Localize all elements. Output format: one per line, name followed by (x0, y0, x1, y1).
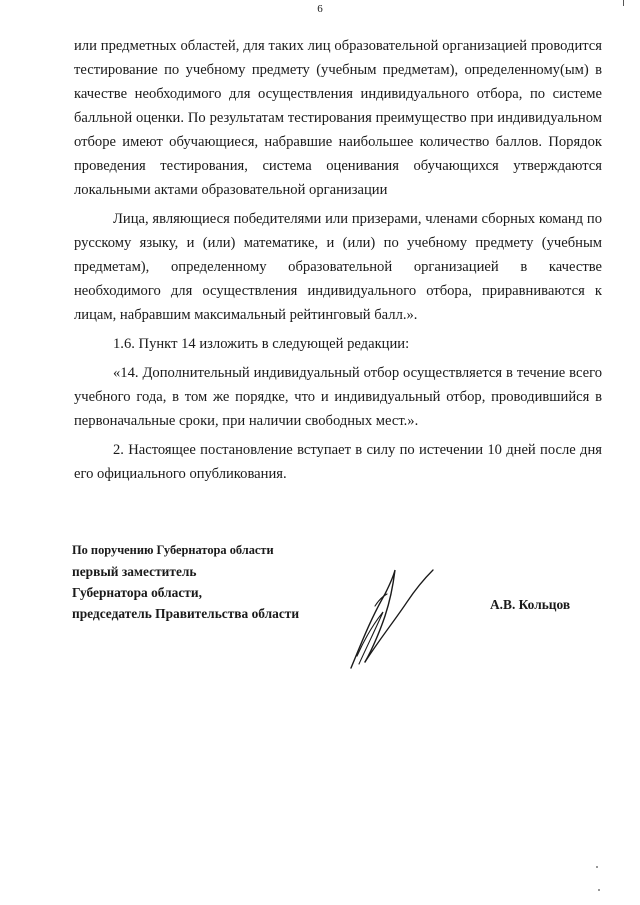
paragraph-effective-date: 2. Настоящее постановление вступает в силу по истечении 10 дней после дня его официального опубликования. (74, 442, 602, 482)
paragraph-testing: или предметных областей, для таких лиц образовательной организацией проводится тестирование по учебному предмету (учебным предметам), определенному(ым) в качестве необходимого для осуществления индивидуального отбора, по системе балльной оценки. По результатам тестирования преимущество при индивидуальном отборе имеют обучающиеся, набравшие наибольшее количество баллов. Порядок проведения тестирования, система оценивания обучающихся утверждаются локальными актами образовательной организации (74, 38, 602, 198)
signature-stroke-2 (365, 570, 433, 662)
signatory-line-2: первый заместитель (72, 564, 197, 579)
document-body (74, 34, 602, 486)
scan-speck (596, 866, 598, 868)
page-number: 6 (317, 3, 323, 15)
scan-speck (598, 889, 600, 891)
signatory-line-3: Губернатора области, (72, 585, 202, 600)
signatory-line-1: По поручению Губернатора области (72, 543, 274, 557)
signature-stroke-3 (357, 612, 383, 664)
signature-stroke-1 (351, 570, 395, 668)
signatory-name: А.В. Кольцов (490, 597, 571, 612)
signatory-title (72, 540, 299, 624)
paragraph-item-1-6: 1.6. Пункт 14 изложить в следующей редакции: (113, 336, 410, 352)
paragraph-item-14: «14. Дополнительный индивидуальный отбор осуществляется в течение всего учебного года, в том же порядке, что и индивидуальный отбор, проводившийся в первоначальные сроки, при наличии свободных мест.». (74, 365, 602, 429)
signatory-line-4: председатель Правительства области (72, 606, 300, 621)
handwritten-signature (335, 560, 455, 680)
paragraph-winners: Лица, являющиеся победителями или призерами, членами сборных команд по русскому языку, и (или) математике, и (или) по учебному предмету (учебным предметам), определенному образовательной организацией в качестве необходимого для осуществления индивидуального отбора, приравниваются к лицам, набравшим максимальный рейтинговый балл.». (74, 211, 602, 323)
